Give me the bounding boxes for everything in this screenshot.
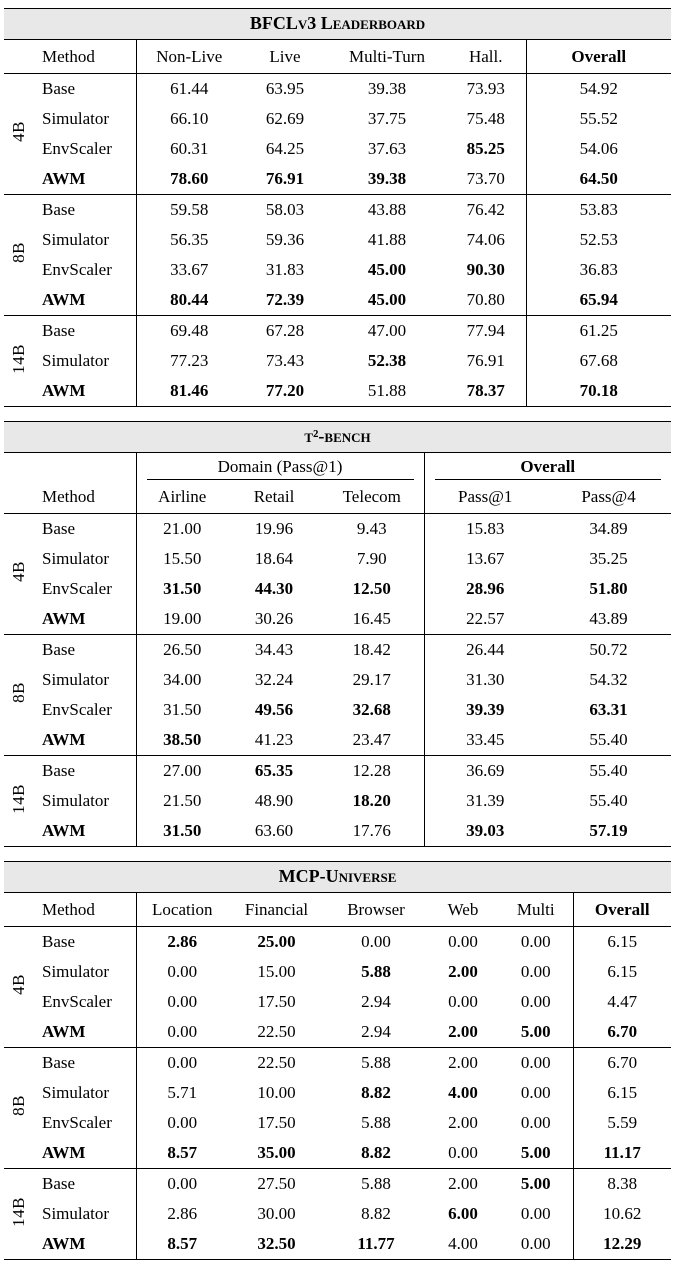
value-cell: 0.00: [448, 932, 478, 951]
value-cell: 0.00: [136, 1108, 228, 1138]
value-cell: 4.00: [448, 1083, 478, 1102]
value-cell: 5.59: [573, 1108, 671, 1138]
table-row: [4, 816, 671, 847]
domain-span-label: Domain (Pass@1): [147, 457, 414, 480]
value-cell: 41.23: [254, 730, 294, 749]
value-cell: 52.38: [367, 351, 407, 370]
value-cell: 0.00: [136, 1048, 228, 1079]
value-cell: 66.10: [136, 104, 242, 134]
method-cell: EnvScaler: [42, 579, 112, 598]
table-row: [4, 164, 671, 195]
value-cell: 44.30: [254, 579, 294, 598]
table-row: [4, 1017, 671, 1048]
value-cell: 11.17: [573, 1138, 671, 1169]
value-cell: 35.00: [257, 1143, 296, 1162]
value-cell: 29.17: [352, 670, 391, 689]
value-cell: 32.24: [254, 670, 294, 689]
value-cell: 45.00: [367, 290, 407, 309]
group-label: 4B: [9, 121, 28, 142]
method-cell: EnvScaler: [42, 700, 112, 719]
table-title: BFCLv3 Leaderboard: [4, 8, 671, 40]
bfcl-table: [4, 40, 671, 407]
method-cell: Simulator: [42, 962, 110, 981]
value-cell: 81.46: [136, 376, 242, 407]
value-cell: 65.35: [228, 756, 320, 787]
mcp-table: [4, 893, 671, 1260]
value-cell: 0.00: [448, 1143, 478, 1162]
value-cell: 17.50: [257, 1113, 296, 1132]
value-cell: 10.00: [257, 1083, 296, 1102]
value-cell: 31.39: [424, 786, 546, 816]
value-cell: 67.28: [242, 316, 328, 347]
value-cell: 64.50: [526, 164, 671, 195]
value-cell: 0.00: [499, 1048, 573, 1079]
value-cell: 17.76: [352, 821, 391, 840]
value-cell: 43.89: [589, 609, 628, 628]
value-cell: 31.50: [136, 695, 228, 725]
value-cell: 55.52: [526, 104, 671, 134]
column-header-method: Method: [34, 40, 136, 74]
value-cell: 78.60: [136, 164, 242, 195]
value-cell: 4.00: [448, 1234, 478, 1253]
value-cell: 54.92: [526, 74, 671, 105]
value-cell: 6.70: [573, 1048, 671, 1079]
value-cell: 5.88: [361, 962, 391, 981]
table-row: [4, 756, 671, 787]
column-header-location: Location: [136, 893, 228, 927]
method-cell: Simulator: [42, 791, 110, 810]
value-cell: 77.20: [265, 381, 305, 400]
value-cell: 77.94: [446, 316, 526, 347]
group-label-spacer: [4, 40, 34, 74]
method-cell: Base: [34, 195, 136, 226]
method-cell: EnvScaler: [42, 260, 112, 279]
value-cell: 11.77: [357, 1234, 395, 1253]
value-cell: 8.82: [361, 1083, 391, 1102]
value-cell: 2.94: [361, 992, 391, 1011]
value-cell: 8.57: [136, 1138, 228, 1169]
value-cell: 5.88: [361, 1113, 391, 1132]
table-row: [4, 574, 671, 604]
value-cell: 0.00: [136, 1017, 228, 1048]
value-cell: 33.45: [424, 725, 546, 756]
value-cell: 7.90: [356, 549, 387, 568]
method-cell: AWM: [42, 821, 86, 840]
value-cell: 6.00: [448, 1204, 478, 1223]
value-cell: 0.00: [361, 932, 391, 951]
value-cell: 28.96: [424, 574, 546, 604]
method-cell: AWM: [42, 1234, 86, 1253]
value-cell: 32.50: [257, 1234, 296, 1253]
value-cell: 72.39: [265, 290, 305, 309]
table-row: [4, 1138, 671, 1169]
value-cell: 0.00: [448, 992, 478, 1011]
column-header-financial: Financial: [228, 893, 325, 927]
value-cell: 6.70: [573, 1017, 671, 1048]
group-label: 14B: [4, 316, 34, 407]
value-cell: 67.68: [526, 346, 671, 376]
value-cell: 25.00: [257, 932, 296, 951]
value-cell: 54.32: [589, 670, 628, 689]
value-cell: 6.15: [573, 927, 671, 958]
overall-span-header: [424, 453, 671, 480]
value-cell: 39.38: [367, 169, 407, 188]
value-cell: 8.57: [136, 1229, 228, 1260]
value-cell: 51.80: [589, 579, 628, 598]
value-cell: 43.88: [328, 195, 446, 226]
method-cell: EnvScaler: [42, 139, 112, 158]
table-body: [4, 74, 671, 407]
value-cell: 45.00: [367, 260, 407, 279]
value-cell: 59.36: [265, 230, 305, 249]
method-cell: Base: [42, 79, 76, 98]
group-label: 8B: [4, 1048, 34, 1169]
group-label-spacer: [4, 893, 34, 927]
value-cell: 8.82: [361, 1143, 391, 1162]
value-cell: 37.75: [367, 109, 407, 128]
value-cell: 6.15: [573, 1078, 671, 1108]
table-row: [4, 635, 671, 666]
value-cell: 75.48: [466, 109, 505, 128]
value-cell: 23.47: [352, 730, 391, 749]
column-header-overall: Overall: [526, 40, 671, 74]
value-cell: 41.88: [367, 230, 407, 249]
value-cell: 39.39: [424, 695, 546, 725]
value-cell: 12.29: [573, 1229, 671, 1260]
method-spacer: [34, 453, 136, 480]
value-cell: 15.83: [424, 514, 546, 545]
method-cell: EnvScaler: [42, 1113, 112, 1132]
mcp-universe-table: [4, 861, 671, 1260]
value-cell: 12.50: [352, 579, 391, 598]
group-label: 8B: [4, 635, 34, 756]
value-cell: 19.96: [254, 519, 294, 538]
value-cell: 73.70: [466, 169, 505, 188]
column-header-web: Web: [427, 893, 499, 927]
value-cell: 0.00: [520, 1113, 551, 1132]
column-header-hall: Hall.: [446, 40, 526, 74]
value-cell: 73.43: [265, 351, 305, 370]
column-header-live: Live: [242, 40, 328, 74]
table-title: τ²-bench: [4, 421, 671, 453]
table-row: [4, 987, 671, 1017]
method-cell: AWM: [42, 381, 86, 400]
method-cell: AWM: [42, 290, 86, 309]
value-cell: 48.90: [254, 791, 294, 810]
value-cell: 58.03: [242, 195, 328, 226]
table-header: [4, 453, 671, 514]
method-cell: Base: [34, 756, 136, 787]
table-row: [4, 1199, 671, 1229]
value-cell: 30.26: [254, 609, 294, 628]
method-cell: Base: [42, 932, 76, 951]
value-cell: 2.86: [136, 1199, 228, 1229]
method-cell: Base: [34, 316, 136, 347]
value-cell: 76.42: [446, 195, 526, 226]
value-cell: 47.00: [328, 316, 446, 347]
value-cell: 0.00: [520, 962, 551, 981]
value-cell: 2.00: [427, 1048, 499, 1079]
column-header-pass4: Pass@4: [546, 480, 671, 514]
table-row: [4, 104, 671, 134]
value-cell: 62.69: [265, 109, 305, 128]
value-cell: 53.83: [526, 195, 671, 226]
method-cell: AWM: [42, 609, 86, 628]
table-row: [4, 1048, 671, 1079]
table-header: [4, 893, 671, 927]
value-cell: 61.25: [526, 316, 671, 347]
table-row: [4, 376, 671, 407]
method-cell: Simulator: [42, 1083, 110, 1102]
value-cell: 2.00: [448, 962, 478, 981]
table-row: [4, 1108, 671, 1138]
group-label: 8B: [4, 195, 34, 316]
tau2-table: [4, 453, 671, 847]
table-row: [4, 695, 671, 725]
value-cell: 52.53: [526, 225, 671, 255]
value-cell: 63.60: [254, 821, 294, 840]
table-row: [4, 725, 671, 756]
group-label-spacer: [4, 453, 34, 480]
value-cell: 63.31: [589, 700, 628, 719]
value-cell: 8.82: [361, 1204, 391, 1223]
value-cell: 17.50: [257, 992, 296, 1011]
overall-span-label: Overall: [435, 457, 662, 480]
table-row: [4, 134, 671, 164]
method-cell: Base: [42, 519, 76, 538]
column-header-multiturn: Multi-Turn: [328, 40, 446, 74]
table-row: [4, 225, 671, 255]
method-cell: Simulator: [42, 230, 110, 249]
method-cell: Simulator: [42, 549, 110, 568]
column-header-method: Method: [34, 893, 136, 927]
value-cell: 5.88: [325, 1169, 427, 1200]
value-cell: 34.89: [589, 519, 628, 538]
value-cell: 0.00: [136, 987, 228, 1017]
value-cell: 77.23: [136, 346, 242, 376]
value-cell: 36.69: [424, 756, 546, 787]
value-cell: 56.35: [136, 225, 242, 255]
value-cell: 34.00: [136, 665, 228, 695]
group-label-spacer: [4, 480, 34, 514]
method-cell: Simulator: [42, 670, 110, 689]
value-cell: 16.45: [352, 609, 391, 628]
group-label: 14B: [4, 1169, 34, 1260]
value-cell: 70.18: [526, 376, 671, 407]
table-body: [4, 927, 671, 1260]
value-cell: 18.42: [320, 635, 424, 666]
table-row: [4, 604, 671, 635]
value-cell: 9.43: [356, 519, 387, 538]
value-cell: 27.00: [136, 756, 228, 787]
bfcl-leaderboard-table: [4, 8, 671, 407]
value-cell: 19.00: [136, 604, 228, 635]
method-cell: EnvScaler: [42, 992, 112, 1011]
column-header-browser: Browser: [325, 893, 427, 927]
method-cell: Simulator: [42, 351, 110, 370]
method-cell: Simulator: [42, 1204, 110, 1223]
value-cell: 38.50: [136, 725, 228, 756]
value-cell: 73.93: [466, 79, 505, 98]
value-cell: 4.47: [573, 987, 671, 1017]
table-row: [4, 665, 671, 695]
table-row: [4, 346, 671, 376]
value-cell: 27.50: [228, 1169, 325, 1200]
method-cell: Base: [34, 635, 136, 666]
value-cell: 0.00: [520, 932, 551, 951]
value-cell: 31.30: [424, 665, 546, 695]
table-row: [4, 195, 671, 226]
table-row: [4, 514, 671, 545]
value-cell: 80.44: [136, 285, 242, 316]
tau2-bench-table: [4, 421, 671, 847]
value-cell: 74.06: [466, 230, 505, 249]
value-cell: 26.44: [424, 635, 546, 666]
domain-span-header: [136, 453, 424, 480]
value-cell: 5.00: [520, 1022, 551, 1041]
table-row: [4, 1078, 671, 1108]
table-row: [4, 255, 671, 285]
value-cell: 36.83: [526, 255, 671, 285]
table-row: [4, 1169, 671, 1200]
value-cell: 0.00: [520, 1234, 551, 1253]
value-cell: 18.20: [352, 791, 391, 810]
value-cell: 49.56: [254, 700, 294, 719]
value-cell: 54.06: [526, 134, 671, 164]
value-cell: 64.25: [265, 139, 305, 158]
table-body: [4, 514, 671, 847]
value-cell: 21.50: [136, 786, 228, 816]
value-cell: 39.38: [367, 79, 407, 98]
value-cell: 55.40: [589, 791, 628, 810]
table-row: [4, 957, 671, 987]
column-header-telecom: Telecom: [320, 480, 424, 514]
value-cell: 2.00: [427, 1169, 499, 1200]
group-label: 4B: [9, 974, 28, 995]
method-cell: Simulator: [42, 109, 110, 128]
value-cell: 50.72: [546, 635, 671, 666]
value-cell: 60.31: [136, 134, 242, 164]
table-row: [4, 927, 671, 958]
value-cell: 65.94: [526, 285, 671, 316]
method-cell: AWM: [42, 1022, 86, 1041]
method-cell: Base: [34, 1169, 136, 1200]
table-row: [4, 316, 671, 347]
value-cell: 5.71: [136, 1078, 228, 1108]
value-cell: 31.83: [265, 260, 305, 279]
value-cell: 37.63: [367, 139, 407, 158]
column-header-method: Method: [34, 480, 136, 514]
value-cell: 57.19: [589, 821, 628, 840]
value-cell: 2.00: [448, 1113, 478, 1132]
value-cell: 10.62: [573, 1199, 671, 1229]
value-cell: 15.50: [136, 544, 228, 574]
value-cell: 2.86: [136, 927, 228, 958]
value-cell: 63.95: [265, 79, 305, 98]
value-cell: 85.25: [466, 139, 505, 158]
value-cell: 55.40: [546, 756, 671, 787]
column-header-multi: Multi: [499, 893, 573, 927]
value-cell: 0.00: [520, 992, 551, 1011]
value-cell: 34.43: [228, 635, 320, 666]
value-cell: 31.50: [136, 574, 228, 604]
value-cell: 15.00: [257, 962, 296, 981]
value-cell: 18.64: [254, 549, 294, 568]
table-header: [4, 40, 671, 74]
value-cell: 32.68: [352, 700, 391, 719]
method-cell: AWM: [42, 1143, 86, 1162]
column-header-overall: Overall: [573, 893, 671, 927]
table-row: [4, 1229, 671, 1260]
table-title: MCP-Universe: [4, 861, 671, 893]
value-cell: 5.00: [520, 1143, 551, 1162]
value-cell: 22.50: [257, 1022, 296, 1041]
value-cell: 6.15: [573, 957, 671, 987]
column-header-nonlive: Non-Live: [136, 40, 242, 74]
value-cell: 0.00: [136, 957, 228, 987]
value-cell: 78.37: [466, 381, 505, 400]
value-cell: 30.00: [257, 1204, 296, 1223]
value-cell: 33.67: [136, 255, 242, 285]
value-cell: 21.00: [136, 514, 228, 545]
value-cell: 26.50: [136, 635, 228, 666]
value-cell: 55.40: [589, 730, 628, 749]
value-cell: 22.50: [228, 1048, 325, 1079]
method-cell: Base: [34, 1048, 136, 1079]
method-cell: AWM: [42, 730, 86, 749]
value-cell: 0.00: [520, 1083, 551, 1102]
group-label: 4B: [9, 561, 28, 582]
value-cell: 61.44: [136, 74, 242, 105]
value-cell: 0.00: [520, 1204, 551, 1223]
value-cell: 5.88: [325, 1048, 427, 1079]
column-header-retail: Retail: [228, 480, 320, 514]
value-cell: 76.91: [265, 169, 305, 188]
table-row: [4, 786, 671, 816]
value-cell: 31.50: [136, 816, 228, 847]
value-cell: 69.48: [136, 316, 242, 347]
table-row: [4, 544, 671, 574]
value-cell: 35.25: [589, 549, 628, 568]
group-label: 14B: [4, 756, 34, 847]
method-cell: AWM: [42, 169, 86, 188]
value-cell: 51.88: [367, 381, 407, 400]
column-header-airline: Airline: [136, 480, 228, 514]
value-cell: 0.00: [136, 1169, 228, 1200]
table-row: [4, 285, 671, 316]
value-cell: 59.58: [136, 195, 242, 226]
table-row: [4, 74, 671, 105]
value-cell: 76.91: [466, 351, 505, 370]
value-cell: 2.94: [361, 1022, 391, 1041]
value-cell: 2.00: [448, 1022, 478, 1041]
value-cell: 70.80: [466, 290, 505, 309]
value-cell: 8.38: [573, 1169, 671, 1200]
value-cell: 13.67: [424, 544, 546, 574]
value-cell: 39.03: [424, 816, 546, 847]
value-cell: 12.28: [320, 756, 424, 787]
value-cell: 5.00: [499, 1169, 573, 1200]
value-cell: 22.57: [424, 604, 546, 635]
column-header-pass1: Pass@1: [424, 480, 546, 514]
value-cell: 90.30: [466, 260, 505, 279]
